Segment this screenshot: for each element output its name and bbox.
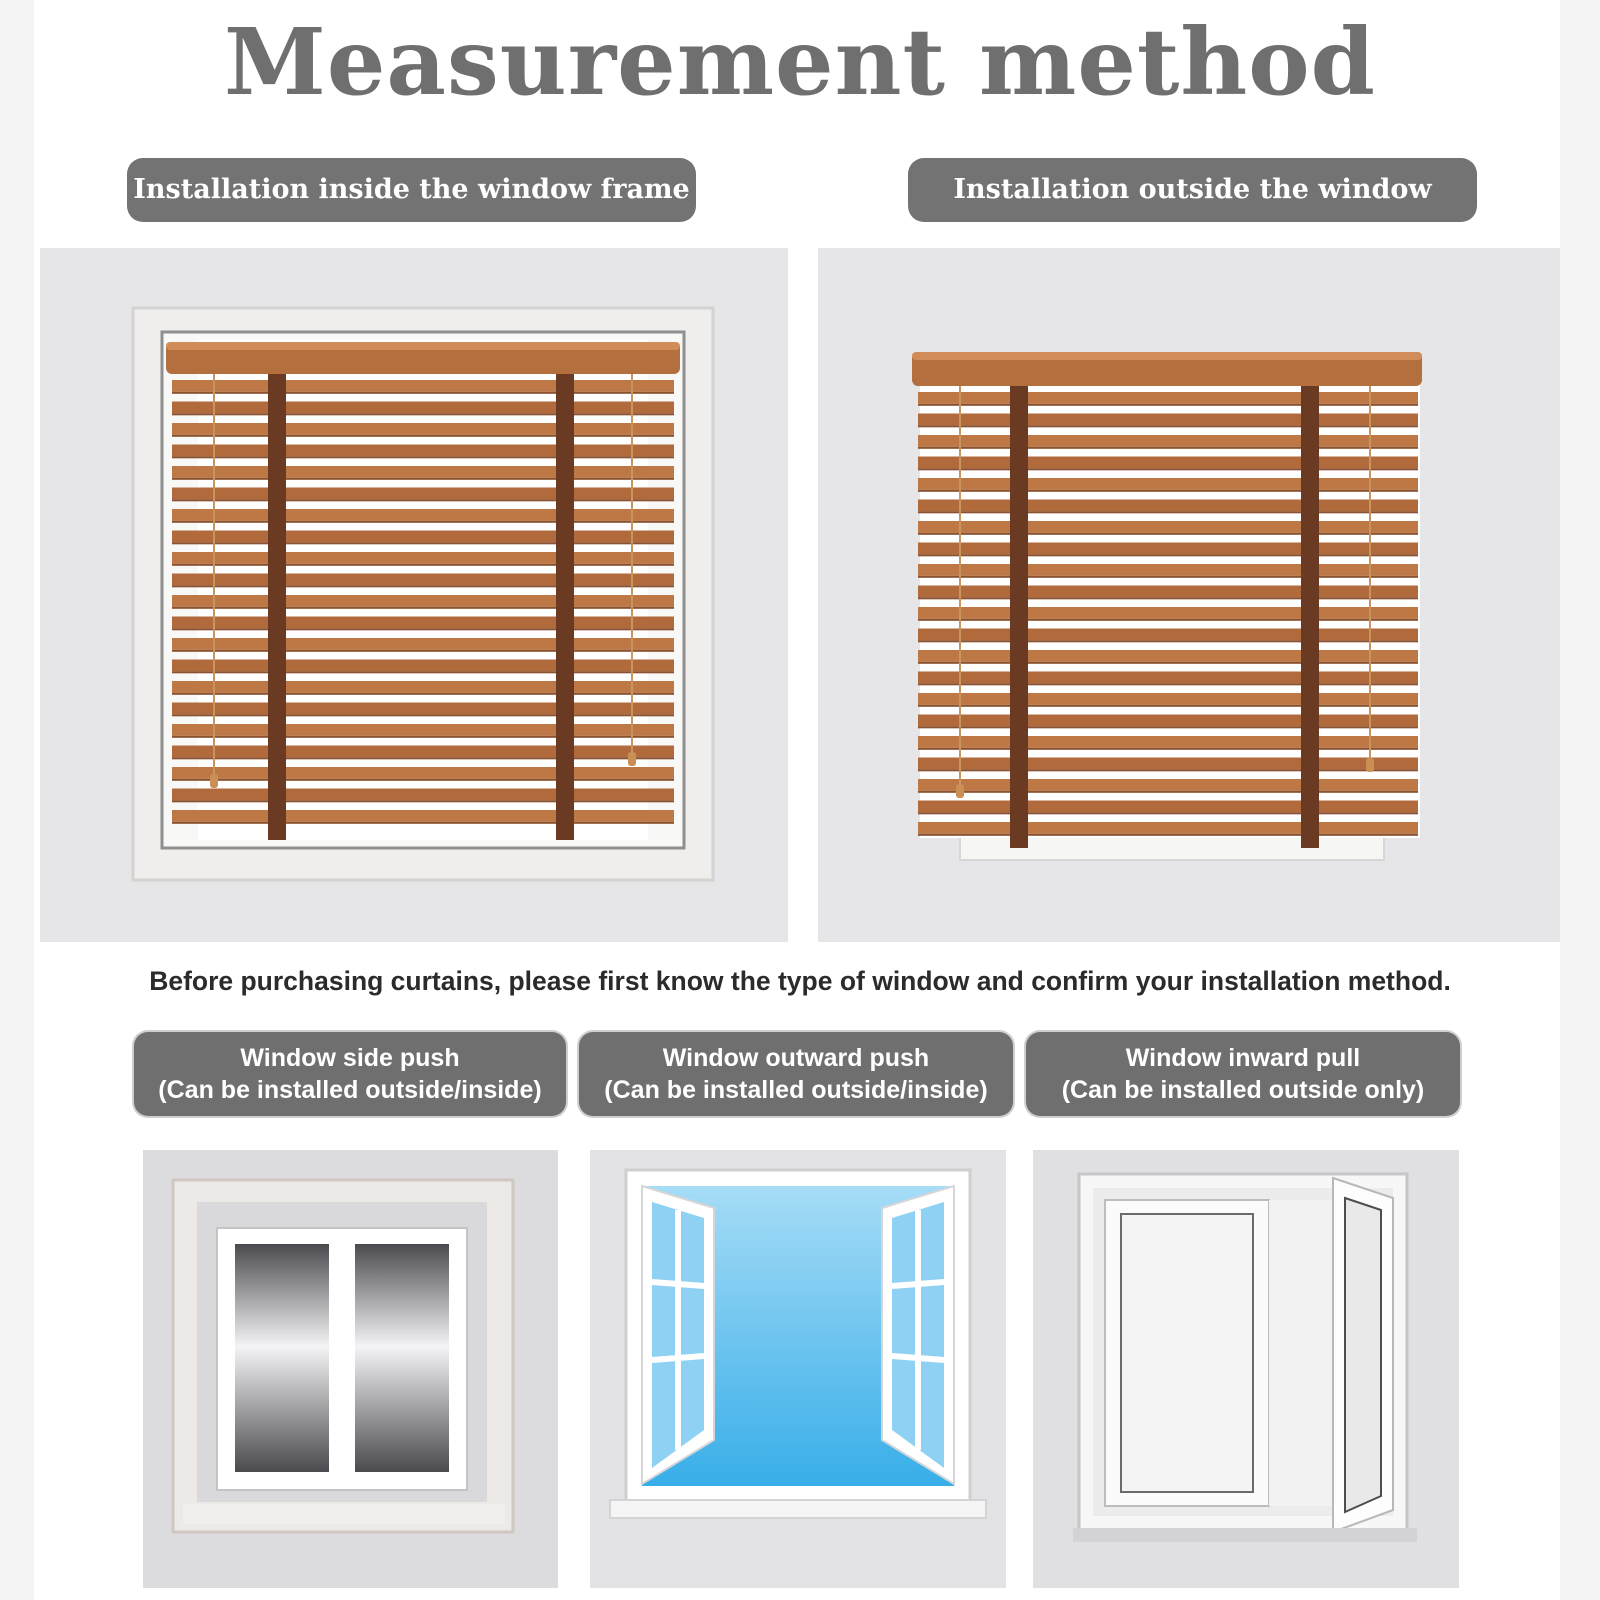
outside-install-photo <box>818 248 1560 942</box>
outside-slat <box>918 457 1418 469</box>
inside-slat-shadow <box>172 435 674 437</box>
outward-push-window-photo <box>590 1150 1006 1588</box>
outside-slat <box>918 672 1418 684</box>
outside-slat <box>918 564 1418 576</box>
inside-ladder-tape-right <box>556 374 574 840</box>
inside-install-label: Installation inside the window frame <box>127 158 696 222</box>
outside-slat <box>918 822 1418 834</box>
window-type-name: Window outward push <box>662 1044 930 1072</box>
inside-slat-shadow <box>172 413 674 415</box>
outside-slat <box>918 392 1418 404</box>
inside-blind-slats <box>172 380 674 824</box>
side-push-window-photo <box>143 1150 558 1588</box>
outside-slat-shadow <box>918 425 1418 427</box>
outside-slat <box>918 758 1418 770</box>
outside-slat <box>918 779 1418 791</box>
outside-slat-shadow <box>918 554 1418 556</box>
outside-slat <box>918 478 1418 490</box>
outside-slat <box>918 629 1418 641</box>
inside-slat-shadow <box>172 650 674 652</box>
inside-slat-shadow <box>172 822 674 824</box>
inside-slat <box>172 552 674 564</box>
inside-slat-shadow <box>172 714 674 716</box>
inside-slat-shadow <box>172 392 674 394</box>
outside-slat-shadow <box>918 662 1418 664</box>
inward-pull-window-photo <box>1033 1150 1459 1588</box>
outside-slat <box>918 500 1418 512</box>
inside-slat <box>172 767 674 779</box>
inside-slat-shadow <box>172 456 674 458</box>
outside-slat <box>918 650 1418 662</box>
outside-slat <box>918 801 1418 813</box>
outside-slat-shadow <box>918 834 1418 836</box>
window-type-inward-pull <box>1026 1032 1460 1116</box>
inside-slat <box>172 488 674 500</box>
inside-slat-shadow <box>172 542 674 544</box>
outside-slat-shadow <box>918 447 1418 449</box>
window-type-side-push <box>134 1032 566 1116</box>
outside-slat-shadow <box>918 533 1418 535</box>
inside-slat <box>172 445 674 457</box>
inside-slat <box>172 617 674 629</box>
outside-slat <box>918 543 1418 555</box>
purchase-note: Before purchasing curtains, please first know the type of window and confirm your installation method. <box>149 966 1451 996</box>
outside-slat <box>918 414 1418 426</box>
window-type-detail: (Can be installed outside/inside) <box>158 1076 542 1104</box>
inside-slat <box>172 746 674 758</box>
outside-slat <box>918 607 1418 619</box>
inside-slat <box>172 810 674 822</box>
outside-slat-shadow <box>918 683 1418 685</box>
inside-slat-shadow <box>172 800 674 802</box>
inside-slat <box>172 574 674 586</box>
outside-blind-slats <box>918 392 1418 836</box>
inside-slat <box>172 638 674 650</box>
outside-slat-shadow <box>918 619 1418 621</box>
outside-slat-shadow <box>918 404 1418 406</box>
inside-slat <box>172 595 674 607</box>
inside-slat-shadow <box>172 671 674 673</box>
inside-install-photo <box>40 248 788 942</box>
outside-slat-shadow <box>918 640 1418 642</box>
inside-slat <box>172 531 674 543</box>
outside-slat-shadow <box>918 726 1418 728</box>
inside-slat <box>172 789 674 801</box>
window-type-detail: (Can be installed outside only) <box>1061 1076 1425 1104</box>
outside-install-label: Installation outside the window <box>908 158 1477 222</box>
inside-slat-shadow <box>172 693 674 695</box>
outside-slat-shadow <box>918 597 1418 599</box>
outside-slat-shadow <box>918 748 1418 750</box>
inside-slat <box>172 703 674 715</box>
outside-slat <box>918 693 1418 705</box>
outside-slat-shadow <box>918 705 1418 707</box>
outside-slat <box>918 736 1418 748</box>
inside-slat-shadow <box>172 779 674 781</box>
outside-slat-shadow <box>918 576 1418 578</box>
inside-slat-shadow <box>172 499 674 501</box>
outside-slat-shadow <box>918 490 1418 492</box>
inside-slat-shadow <box>172 736 674 738</box>
page-title: Measurement method <box>224 8 1376 116</box>
inside-slat-shadow <box>172 628 674 630</box>
inside-slat-shadow <box>172 478 674 480</box>
inside-slat <box>172 380 674 392</box>
inside-slat-shadow <box>172 521 674 523</box>
outside-slat-shadow <box>918 769 1418 771</box>
inside-slat-shadow <box>172 564 674 566</box>
outside-slat-shadow <box>918 511 1418 513</box>
inside-slat <box>172 402 674 414</box>
outside-slat <box>918 586 1418 598</box>
inside-slat <box>172 681 674 693</box>
inside-slat-shadow <box>172 607 674 609</box>
outside-slat-shadow <box>918 812 1418 814</box>
inside-slat <box>172 660 674 672</box>
inside-slat <box>172 423 674 435</box>
window-type-outward-push <box>579 1032 1013 1116</box>
inside-ladder-tape-left <box>268 374 286 840</box>
inside-slat <box>172 466 674 478</box>
inside-slat <box>172 724 674 736</box>
window-type-detail: (Can be installed outside/inside) <box>604 1076 988 1104</box>
outside-slat-shadow <box>918 468 1418 470</box>
inside-slat <box>172 509 674 521</box>
outside-slat-shadow <box>918 791 1418 793</box>
outside-slat <box>918 715 1418 727</box>
inside-slat-shadow <box>172 585 674 587</box>
inside-slat-shadow <box>172 757 674 759</box>
outside-slat <box>918 521 1418 533</box>
outside-ladder-tape-left <box>1010 386 1028 848</box>
window-type-name: Window side push <box>240 1044 460 1072</box>
outside-ladder-tape-right <box>1301 386 1319 848</box>
window-type-name: Window inward pull <box>1125 1044 1361 1072</box>
outside-slat <box>918 435 1418 447</box>
